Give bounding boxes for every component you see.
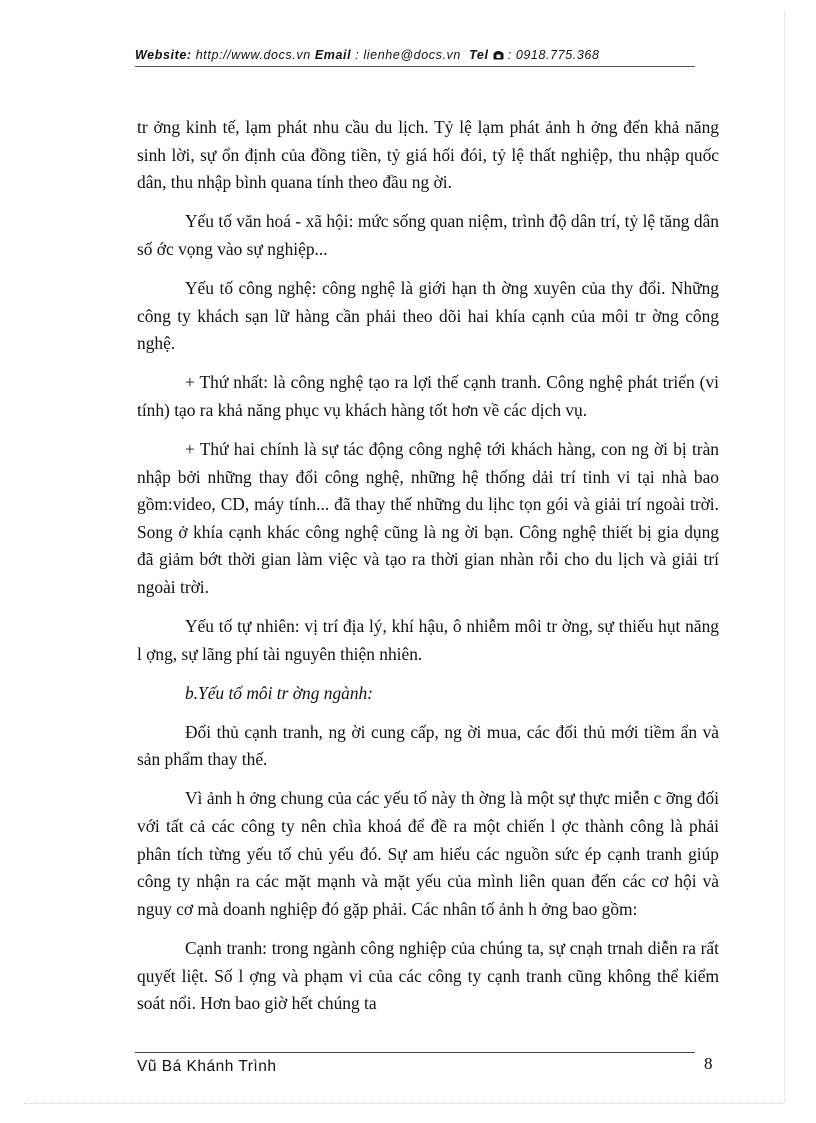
tel-value: : 0918.775.368 bbox=[507, 48, 600, 62]
section-heading-industry-environment: b.Yếu tố môi tr ờng ngành: bbox=[185, 682, 374, 703]
paragraph-technology-first: + Thứ nhất: là công nghệ tạo ra lợi thế cạnh tranh. Công nghệ phát triển (vi tính) tạo ra khả năng phục vụ khách hàng tốt hơn về các dịch vụ. bbox=[137, 372, 719, 420]
email-label: Email bbox=[314, 48, 352, 62]
footer-author: Vũ Bá Khánh Trình bbox=[137, 1058, 277, 1075]
paragraph-culture-society: Yếu tố văn hoá - xã hội: mức sống quan niệm, trình độ dân trí, tỷ lệ tăng dân số ớc vọng vào sự nghiệp... bbox=[137, 211, 719, 259]
page-edge-right bbox=[784, 12, 785, 1102]
page-number: 8 bbox=[704, 1054, 713, 1073]
paragraph-economic-continued: tr ởng kinh tế, lạm phát nhu cầu du lịch. Tỷ lệ lạm phát ảnh h ởng đến khả năng sinh lời, sự ổn định của đồng tiền, tỷ giá hối đói, tỷ lệ thất nghiệp, thu nhập quốc dân, thu nhập bình quana tính theo đầu ng ời. bbox=[137, 117, 719, 193]
paragraph-competition: Cạnh tranh: trong ngành công nghiệp của chúng ta, sự cnạh trnah diễn ra rất quyết liệt. Số l ợng và phạm vi của các công ty cạnh tranh cũng không thể kiểm soát nổi. Hơn bao giờ hết chúng ta bbox=[137, 937, 719, 1014]
page-header bbox=[135, 48, 695, 62]
paragraph-nature: Yếu tố tự nhiên: vị trí địa lý, khí hậu, ô nhiễm môi tr ờng, sự thiếu hụt năng l ợng, sự lãng phí tài nguyên thiện nhiên. bbox=[137, 616, 719, 664]
website-url[interactable]: http://www.docs.vn bbox=[195, 48, 311, 62]
tel-label: Tel bbox=[469, 48, 489, 62]
page-body bbox=[137, 114, 719, 1029]
paragraph-influence: Vì ảnh h ởng chung của các yếu tố này th ờng là một sự thực miễn c ỡng đối với tất cả các công ty nên chìa khoá để đề ra một chiến l ợc thành công là phải phân tích từng yếu tố chủ yếu đó. Sự am hiểu các nguồn sức ép cạnh tranh giúp công ty nhận ra các mặt mạnh và mặt yếu của mình liên quan đến các cơ hội và nguy cơ mà doanh nghiệp đó gặp phải. Các nhân tố ảnh h ởng bao gồm: bbox=[137, 788, 719, 919]
phone-icon bbox=[493, 48, 504, 62]
paragraph-technology: Yếu tố công nghệ: công nghệ là giới hạn th ờng xuyên của thy đổi. Những công ty khách sạn lữ hàng cần phải theo dõi hai khía cạnh của môi tr ờng công nghệ. bbox=[137, 277, 719, 354]
page-edge-bottom bbox=[24, 1103, 784, 1104]
website-label: Website: bbox=[135, 48, 192, 62]
paragraph-technology-second: + Thứ hai chính là sự tác động công nghệ tới khách hàng, con ng ời bị tràn nhập bởi những thay đổi công nghệ, những hệ thống dải trí tinh vi tại nhà bao gồm:video, CD, máy tính... đã thay thế những du lịhc tọn gói và giải trí ngoài trời. Song ở khía cạnh khác công nghệ cũng là ng ời bạn. Công nghệ thiết bị gia dụng đã giảm bớt thời gian làm việc và tạo ra thời gian nhàn rỗi cho du lịch và giải trí ngoài trời. bbox=[137, 438, 719, 597]
header-divider bbox=[135, 66, 695, 67]
paragraph-competitors: Đối thủ cạnh tranh, ng ời cung cấp, ng ời mua, các đối thủ mới tiềm ẩn và sản phẩm thay thế. bbox=[137, 721, 719, 770]
footer-divider bbox=[135, 1052, 695, 1053]
email-value[interactable]: : lienhe@docs.vn bbox=[355, 48, 461, 62]
